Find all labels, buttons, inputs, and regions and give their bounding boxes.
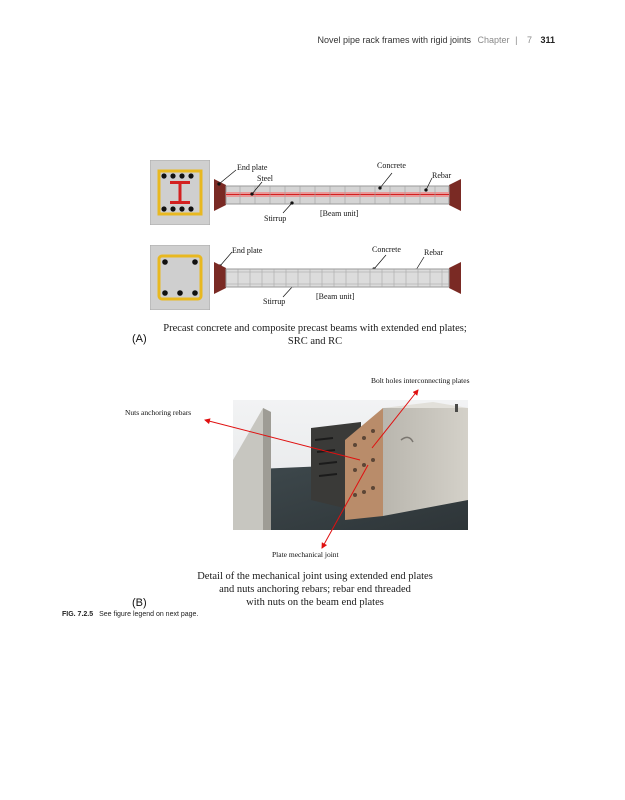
running-title: Novel pipe rack frames with rigid joints: [317, 35, 472, 45]
page-number: 311: [540, 35, 555, 45]
panel-b-tag: (B): [132, 597, 147, 609]
rc-rebar-label: Rebar: [424, 248, 444, 257]
panel-a-caption-line1: Precast concrete and composite precast beams with extended end plates;: [163, 323, 467, 334]
panel-a-tag: (A): [132, 333, 147, 345]
chapter-number: 7: [526, 35, 532, 45]
panel-b-caption-line3: with nuts on the beam end plates: [246, 597, 384, 608]
src-concrete-label: Concrete: [377, 161, 406, 170]
rc-end-plate-label: End plate: [232, 246, 263, 255]
chapter-label: Chapter: [477, 35, 510, 45]
panel-b-caption: [150, 570, 480, 609]
src-end-plate-label: End plate: [237, 163, 268, 172]
rc-beam-unit-label: [Beam unit]: [316, 292, 355, 301]
panel-b-caption-line1: Detail of the mechanical joint using extended end plates: [197, 571, 433, 582]
src-stirrup-label: Stirrup: [264, 214, 287, 223]
src-steel-label: Steel: [257, 174, 273, 183]
figure-caption: [62, 611, 198, 618]
rc-concrete-label: Concrete: [372, 245, 401, 254]
panel-a-caption-line2: SRC and RC: [287, 336, 343, 347]
panel-b-caption-line2: and nuts anchoring rebars; rebar end threaded: [219, 584, 411, 595]
figure-label: FIG. 7.2.5: [62, 611, 94, 618]
bolt-holes-label: Bolt holes interconnecting plates: [371, 376, 470, 385]
figure-caption-text: See figure legend on next page.: [99, 611, 199, 618]
src-beam-unit-label: [Beam unit]: [320, 209, 359, 218]
src-rebar-label: Rebar: [432, 171, 452, 180]
rc-stirrup-label: Stirrup: [263, 297, 286, 306]
chapter-separator: |: [515, 35, 518, 45]
plate-joint-label: Plate mechanical joint: [272, 550, 339, 559]
nuts-anchoring-label: Nuts anchoring rebars: [125, 408, 192, 417]
